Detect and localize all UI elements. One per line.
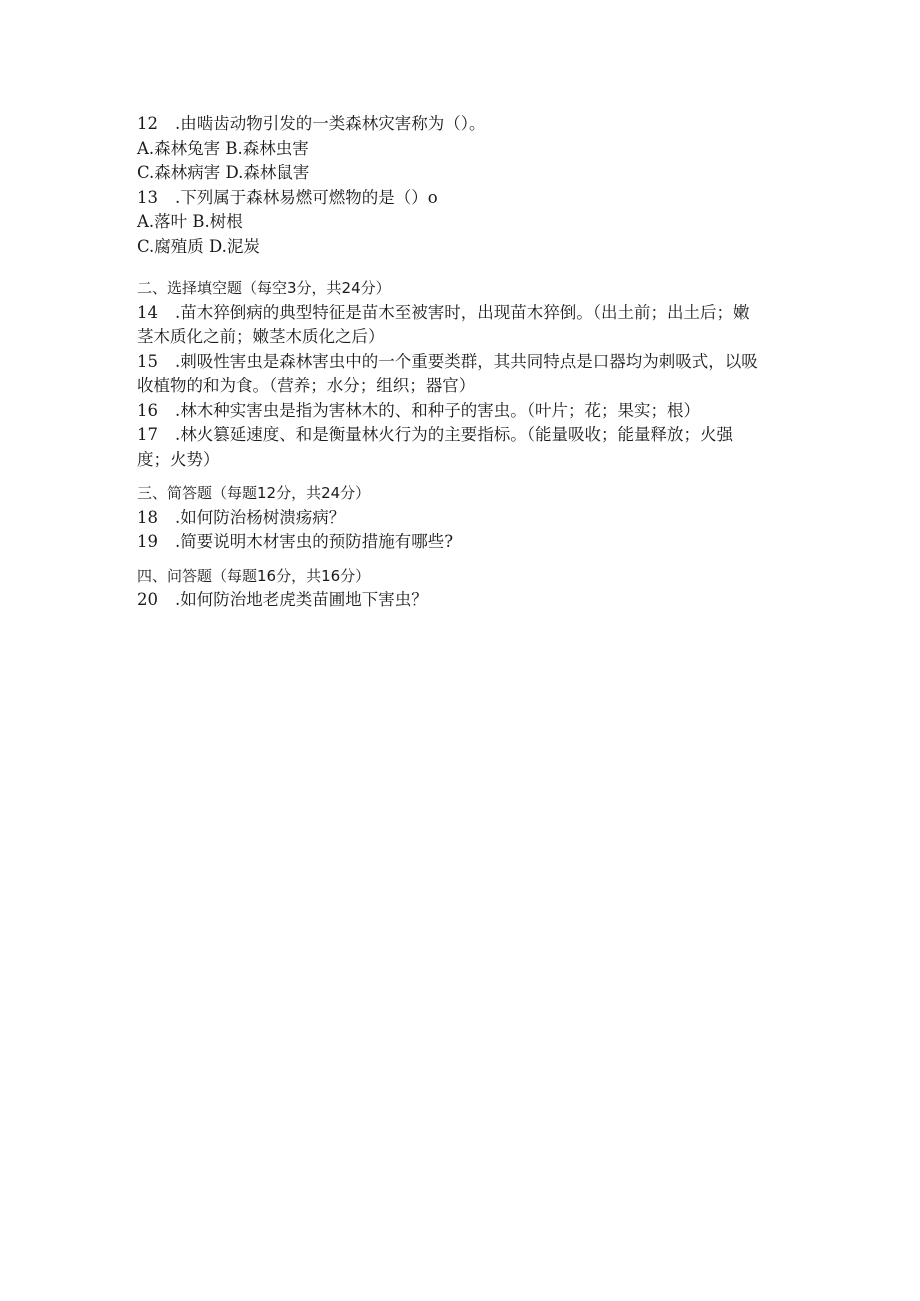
question-number: 14 [137, 302, 158, 322]
question-number: 16 [137, 400, 158, 420]
question-text: .林火篡延速度、和是衡量林火行为的主要指标。（能量吸收；能量释放；火强 [175, 425, 733, 444]
question-17 [137, 423, 837, 448]
question-text: .林木种实害虫是指为害林木的、和种子的害虫。（叶片；花；果实；根） [175, 400, 700, 420]
section-heading-essay: 四、问答题（每题16分，共16分） [137, 566, 371, 585]
question-text: .如何防治地老虎类苗圃地下害虫？ [175, 590, 428, 609]
question-number: 13 [137, 187, 158, 207]
question-12-option-line: C.森林病害 D.森林鼠害 [137, 163, 310, 182]
question-text: .由啮齿动物引发的一类森林灾害称为（）。 [175, 114, 486, 133]
question-number: 17 [137, 425, 158, 444]
question-text: .简要说明木材害虫的预防措施有哪些? [175, 532, 454, 551]
question-12 [137, 112, 837, 137]
question-14-continuation: 茎木质化之前；嫩茎木质化之后） [137, 327, 385, 346]
section-heading-fill-in: 二、选择填空题（每空3分，共24分） [137, 279, 391, 297]
question-text: .苗木猝倒病的典型特征是苗木至被害时，出现苗木猝倒。（出土前；出土后；嫩 [175, 302, 750, 322]
question-number: 20 [137, 590, 158, 609]
question-13-option-line: C.腐殖质 D.泥炭 [137, 236, 260, 256]
exam-page [137, 112, 837, 613]
question-number: 19 [137, 532, 158, 551]
section-heading-short-answer: 三、简答题（每题12分，共24分） [137, 484, 371, 502]
question-20 [137, 588, 837, 613]
question-17-continuation: 度；火势） [137, 449, 220, 469]
question-number: 12 [137, 114, 158, 133]
question-14 [137, 301, 837, 326]
question-text: .下列属于森林易燃可燃物的是（）o [175, 187, 438, 207]
question-15 [137, 350, 837, 375]
question-number: 18 [137, 507, 158, 527]
question-15-continuation: 收植物的和为食。（营养；水分；组织；器官） [137, 376, 476, 395]
question-text: .刺吸性害虫是森林害虫中的一个重要类群，其共同特点是口器均为刺吸式，以吸 [175, 351, 758, 371]
question-12-option-line: A.森林兔害 B.森林虫害 [137, 138, 309, 158]
question-13-option-line: A.落叶 B.树根 [137, 212, 243, 231]
question-text: .如何防治杨树溃疡病？ [175, 507, 346, 527]
question-13 [137, 186, 837, 211]
question-18 [137, 506, 837, 531]
question-number: 15 [137, 351, 158, 371]
question-19 [137, 530, 837, 555]
question-16 [137, 399, 837, 424]
